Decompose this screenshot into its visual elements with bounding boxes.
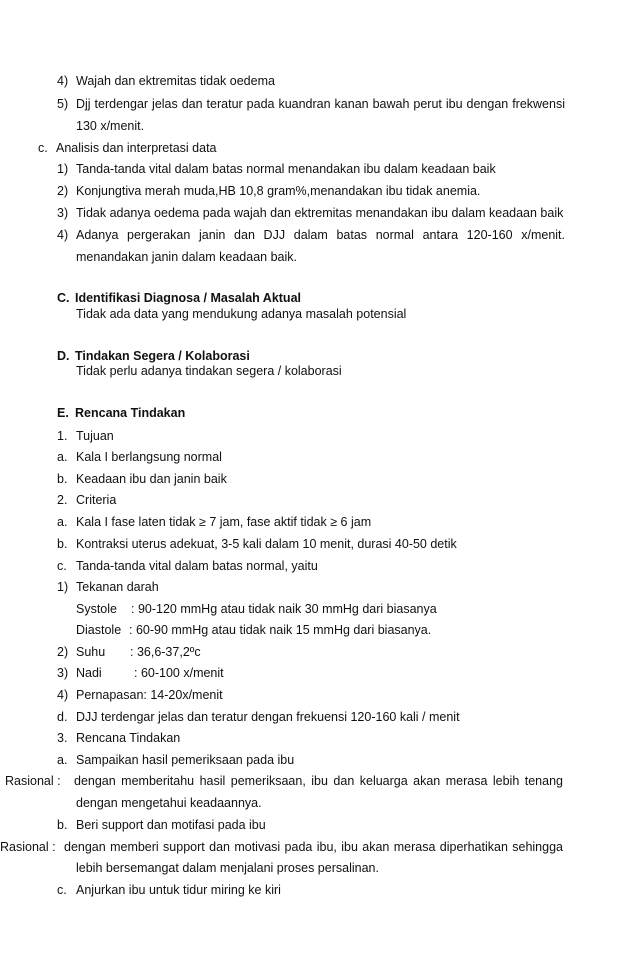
list-item: [0, 96, 638, 112]
vital-value: : 60-100 x/menit: [134, 666, 224, 680]
item-number: 2): [57, 184, 69, 198]
vital-value: : 36,6-37,2ºc: [130, 645, 201, 659]
section-body: [0, 306, 638, 322]
rasional-row: [0, 773, 638, 789]
item-text: Anjurkan ibu untuk tidur miring ke kiri: [76, 883, 281, 897]
item-text: Criteria: [76, 493, 117, 507]
item-text: Tekanan darah: [76, 580, 159, 594]
section-heading-diagnosa: [0, 290, 638, 306]
vital-label: Diastole: [76, 623, 122, 637]
item-number: c.: [57, 883, 67, 897]
section-letter: C.: [57, 291, 70, 305]
list-item: [0, 183, 638, 199]
rasional-text: dengan mengetahui keadaannya.: [76, 796, 262, 810]
item-text: Konjungtiva merah muda,HB 10,8 gram%,menandakan ibu tidak anemia.: [76, 184, 481, 198]
item-text: Wajah dan ektremitas tidak oedema: [76, 74, 275, 88]
rasional-continuation: [0, 860, 638, 876]
list-item: [0, 227, 638, 243]
section-body-text: Tidak ada data yang mendukung adanya masalah potensial: [76, 307, 407, 321]
list-item: [0, 161, 638, 177]
subsection-title: [0, 140, 638, 156]
item-text: DJJ terdengar jelas dan teratur dengan frekuensi 120-160 kali / menit: [76, 710, 460, 724]
item-text: Tanda-tanda vital dalam batas normal menandakan ibu dalam keadaan baik: [76, 162, 496, 176]
vital-label: Suhu: [76, 645, 106, 659]
item-number: 4): [57, 74, 69, 88]
item-text: Keadaan ibu dan janin baik: [76, 472, 227, 486]
item-text: Djj terdengar jelas dan teratur pada kuandran kanan bawah perut ibu dengan frekwensi: [76, 97, 565, 111]
rasional-text: lebih bersemangat dalam menjalani proses persalinan.: [76, 861, 379, 875]
list-item: [0, 205, 638, 221]
item-number: a.: [57, 515, 68, 529]
item-number: 1.: [57, 429, 68, 443]
item-number: 4): [57, 228, 69, 242]
section-body-text: Tidak perlu adanya tindakan segera / kolaborasi: [76, 364, 342, 378]
item-number: 3.: [57, 731, 68, 745]
vital-label: Nadi: [76, 666, 102, 680]
item-number: 1): [57, 162, 69, 176]
vital-value: : 60-90 mmHg atau tidak naik 15 mmHg dari biasanya.: [129, 623, 432, 637]
item-number: d.: [57, 710, 68, 724]
item-continuation: [0, 249, 638, 265]
subsection-title: [0, 730, 638, 746]
item-text: Tanda-tanda vital dalam batas normal, yaitu: [76, 559, 318, 573]
item-number: 4): [57, 688, 69, 702]
vital-label: Systole: [76, 602, 117, 616]
item-text: 130 x/menit.: [76, 119, 145, 133]
item-number: 3): [57, 206, 69, 220]
section-title: Identifikasi Diagnosa / Masalah Aktual: [75, 291, 301, 305]
item-text: Kontraksi uterus adekuat, 3-5 kali dalam 10 menit, durasi 40-50 detik: [76, 537, 457, 551]
item-number: c.: [57, 559, 67, 573]
list-item: [0, 514, 638, 530]
section-body: [0, 363, 638, 379]
item-text: Tidak adanya oedema pada wajah dan ektremitas menandakan ibu dalam keadaan baik: [76, 206, 564, 220]
subsection-title: [0, 492, 638, 508]
item-text: Kala I fase laten tidak ≥ 7 jam, fase aktif tidak ≥ 6 jam: [76, 515, 372, 529]
item-text: Beri support dan motifasi pada ibu: [76, 818, 266, 832]
list-item: [0, 752, 638, 768]
list-item: [0, 579, 638, 595]
item-text: Sampaikan hasil pemeriksaan pada ibu: [76, 753, 295, 767]
subsection-text: Analisis dan interpretasi data: [56, 141, 217, 155]
list-item: [0, 644, 638, 660]
item-number: b.: [57, 537, 68, 551]
rasional-label: Rasional :: [5, 774, 61, 788]
item-text: Kala I berlangsung normal: [76, 450, 222, 464]
list-item: [0, 73, 638, 89]
item-number: 3): [57, 666, 69, 680]
section-letter: D.: [57, 349, 70, 363]
rasional-row: [0, 839, 638, 855]
section-title: Tindakan Segera / Kolaborasi: [75, 349, 250, 363]
item-text: Adanya pergerakan janin dan DJJ dalam batas normal antara 120-160 x/menit.: [76, 228, 565, 242]
section-heading-tindakan-segera: [0, 348, 638, 364]
item-number: 2): [57, 645, 69, 659]
item-continuation: [0, 118, 638, 134]
subsection-letter: c.: [38, 141, 48, 155]
item-text: Pernapasan: 14-20x/menit: [76, 688, 223, 702]
list-item: [0, 471, 638, 487]
section-letter: E.: [57, 406, 69, 420]
item-number: b.: [57, 818, 68, 832]
rasional-label: Rasional :: [0, 840, 56, 854]
subsection-title: [0, 428, 638, 444]
list-item: [0, 687, 638, 703]
item-text: Tujuan: [76, 429, 114, 443]
list-item: [0, 449, 638, 465]
vital-value: : 90-120 mmHg atau tidak naik 30 mmHg dari biasanya: [131, 602, 437, 616]
item-number: 1): [57, 580, 69, 594]
list-item: [0, 558, 638, 574]
list-item: [0, 709, 638, 725]
section-title: Rencana Tindakan: [75, 406, 186, 420]
item-text: Rencana Tindakan: [76, 731, 181, 745]
rasional-continuation: [0, 795, 638, 811]
item-number: a.: [57, 753, 68, 767]
item-number: 2.: [57, 493, 68, 507]
item-text: menandakan janin dalam keadaan baik.: [76, 250, 297, 264]
list-item: [0, 817, 638, 833]
list-item: [0, 882, 638, 898]
list-item: [0, 536, 638, 552]
rasional-text: dengan memberitahu hasil pemeriksaan, ibu dan keluarga akan merasa lebih tenang: [74, 774, 563, 788]
rasional-text: dengan memberi support dan motivasi pada ibu, ibu akan merasa diperhatikan sehingga: [64, 840, 563, 854]
vital-sign-row: [0, 622, 638, 638]
item-number: b.: [57, 472, 68, 486]
vital-sign-row: [0, 601, 638, 617]
item-number: 5): [57, 97, 69, 111]
list-item: [0, 665, 638, 681]
item-number: a.: [57, 450, 68, 464]
section-heading-rencana: [0, 405, 638, 421]
